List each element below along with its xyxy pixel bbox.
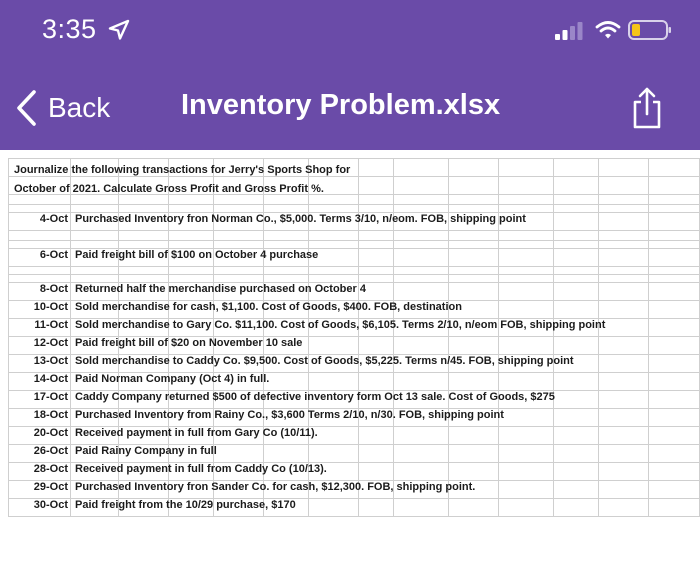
chevron-left-icon	[14, 88, 40, 128]
transaction-description[interactable]: Sold merchandise for cash, $1,100. Cost of Goods, $400. FOB, destination	[75, 301, 462, 313]
transaction-date[interactable]: 30-Oct	[33, 499, 68, 511]
transaction-description[interactable]: Purchased Inventory from Rainy Co., $3,600 Terms 2/10, n/30. FOB, shipping point	[75, 409, 504, 421]
transaction-date[interactable]: 29-Oct	[33, 481, 68, 493]
document-title: Inventory Problem.xlsx	[181, 89, 501, 121]
transaction-description[interactable]: Received payment in full from Caddy Co (10/13).	[75, 463, 327, 475]
transaction-date[interactable]: 14-Oct	[33, 373, 68, 385]
cellular-signal-icon	[554, 22, 584, 40]
battery-icon	[628, 20, 672, 40]
transaction-description[interactable]: Purchased Inventory fron Norman Co., $5,000. Terms 3/10, n/eom. FOB, shipping point	[75, 213, 526, 225]
transaction-date[interactable]: 10-Oct	[33, 301, 68, 313]
transaction-date[interactable]: 11-Oct	[34, 319, 68, 331]
transaction-date[interactable]: 13-Oct	[33, 355, 68, 367]
intro-line-1: Journalize the following transactions for Jerry's Sports Shop for	[14, 164, 351, 176]
location-arrow-icon	[107, 18, 131, 42]
transaction-description[interactable]: Paid freight from the 10/29 purchase, $170	[75, 499, 296, 511]
transaction-date[interactable]: 8-Oct	[39, 283, 68, 295]
transaction-date[interactable]: 6-Oct	[39, 249, 68, 261]
back-button[interactable]	[14, 88, 110, 128]
transaction-date[interactable]: 17-Oct	[33, 391, 68, 403]
transaction-description[interactable]: Returned half the merchandise purchased on October 4	[75, 283, 366, 295]
transaction-date[interactable]: 20-Oct	[33, 427, 68, 439]
top-bar	[0, 0, 700, 150]
transaction-description[interactable]: Sold merchandise to Gary Co. $11,100. Cost of Goods, $6,105. Terms 2/10, n/eom FOB, shipping point	[75, 319, 606, 331]
transaction-description[interactable]: Received payment in full from Gary Co (10/11).	[75, 427, 318, 439]
status-time: 3:35	[42, 14, 97, 44]
transaction-description[interactable]: Purchased Inventory fron Sander Co. for cash, $12,300. FOB, shipping point.	[75, 481, 476, 493]
transaction-date[interactable]: 26-Oct	[33, 445, 68, 457]
spreadsheet-grid[interactable]	[8, 158, 700, 518]
transaction-date[interactable]: 18-Oct	[33, 409, 68, 421]
wifi-icon	[595, 20, 621, 40]
transaction-date[interactable]: 28-Oct	[33, 463, 68, 475]
transaction-date[interactable]: 12-Oct	[33, 337, 68, 349]
transaction-date[interactable]: 4-Oct	[39, 213, 68, 225]
back-button-label: Back	[48, 92, 111, 123]
transaction-description[interactable]: Paid Rainy Company in full	[75, 445, 217, 457]
transaction-description[interactable]: Caddy Company returned $500 of defective inventory form Oct 13 sale. Cost of Goods, $275	[75, 391, 555, 403]
transaction-description[interactable]: Sold merchandise to Caddy Co. $9,500. Cost of Goods, $5,225. Terms n/45. FOB, shipping point	[75, 355, 574, 367]
intro-line-2: October of 2021. Calculate Gross Profit and Gross Profit %.	[14, 183, 324, 195]
share-icon[interactable]	[630, 86, 664, 130]
transaction-description[interactable]: Paid freight bill of $20 on November 10 sale	[75, 337, 303, 349]
transaction-description[interactable]: Paid Norman Company (Oct 4) in full.	[75, 373, 270, 385]
transaction-description[interactable]: Paid freight bill of $100 on October 4 purchase	[75, 249, 319, 261]
